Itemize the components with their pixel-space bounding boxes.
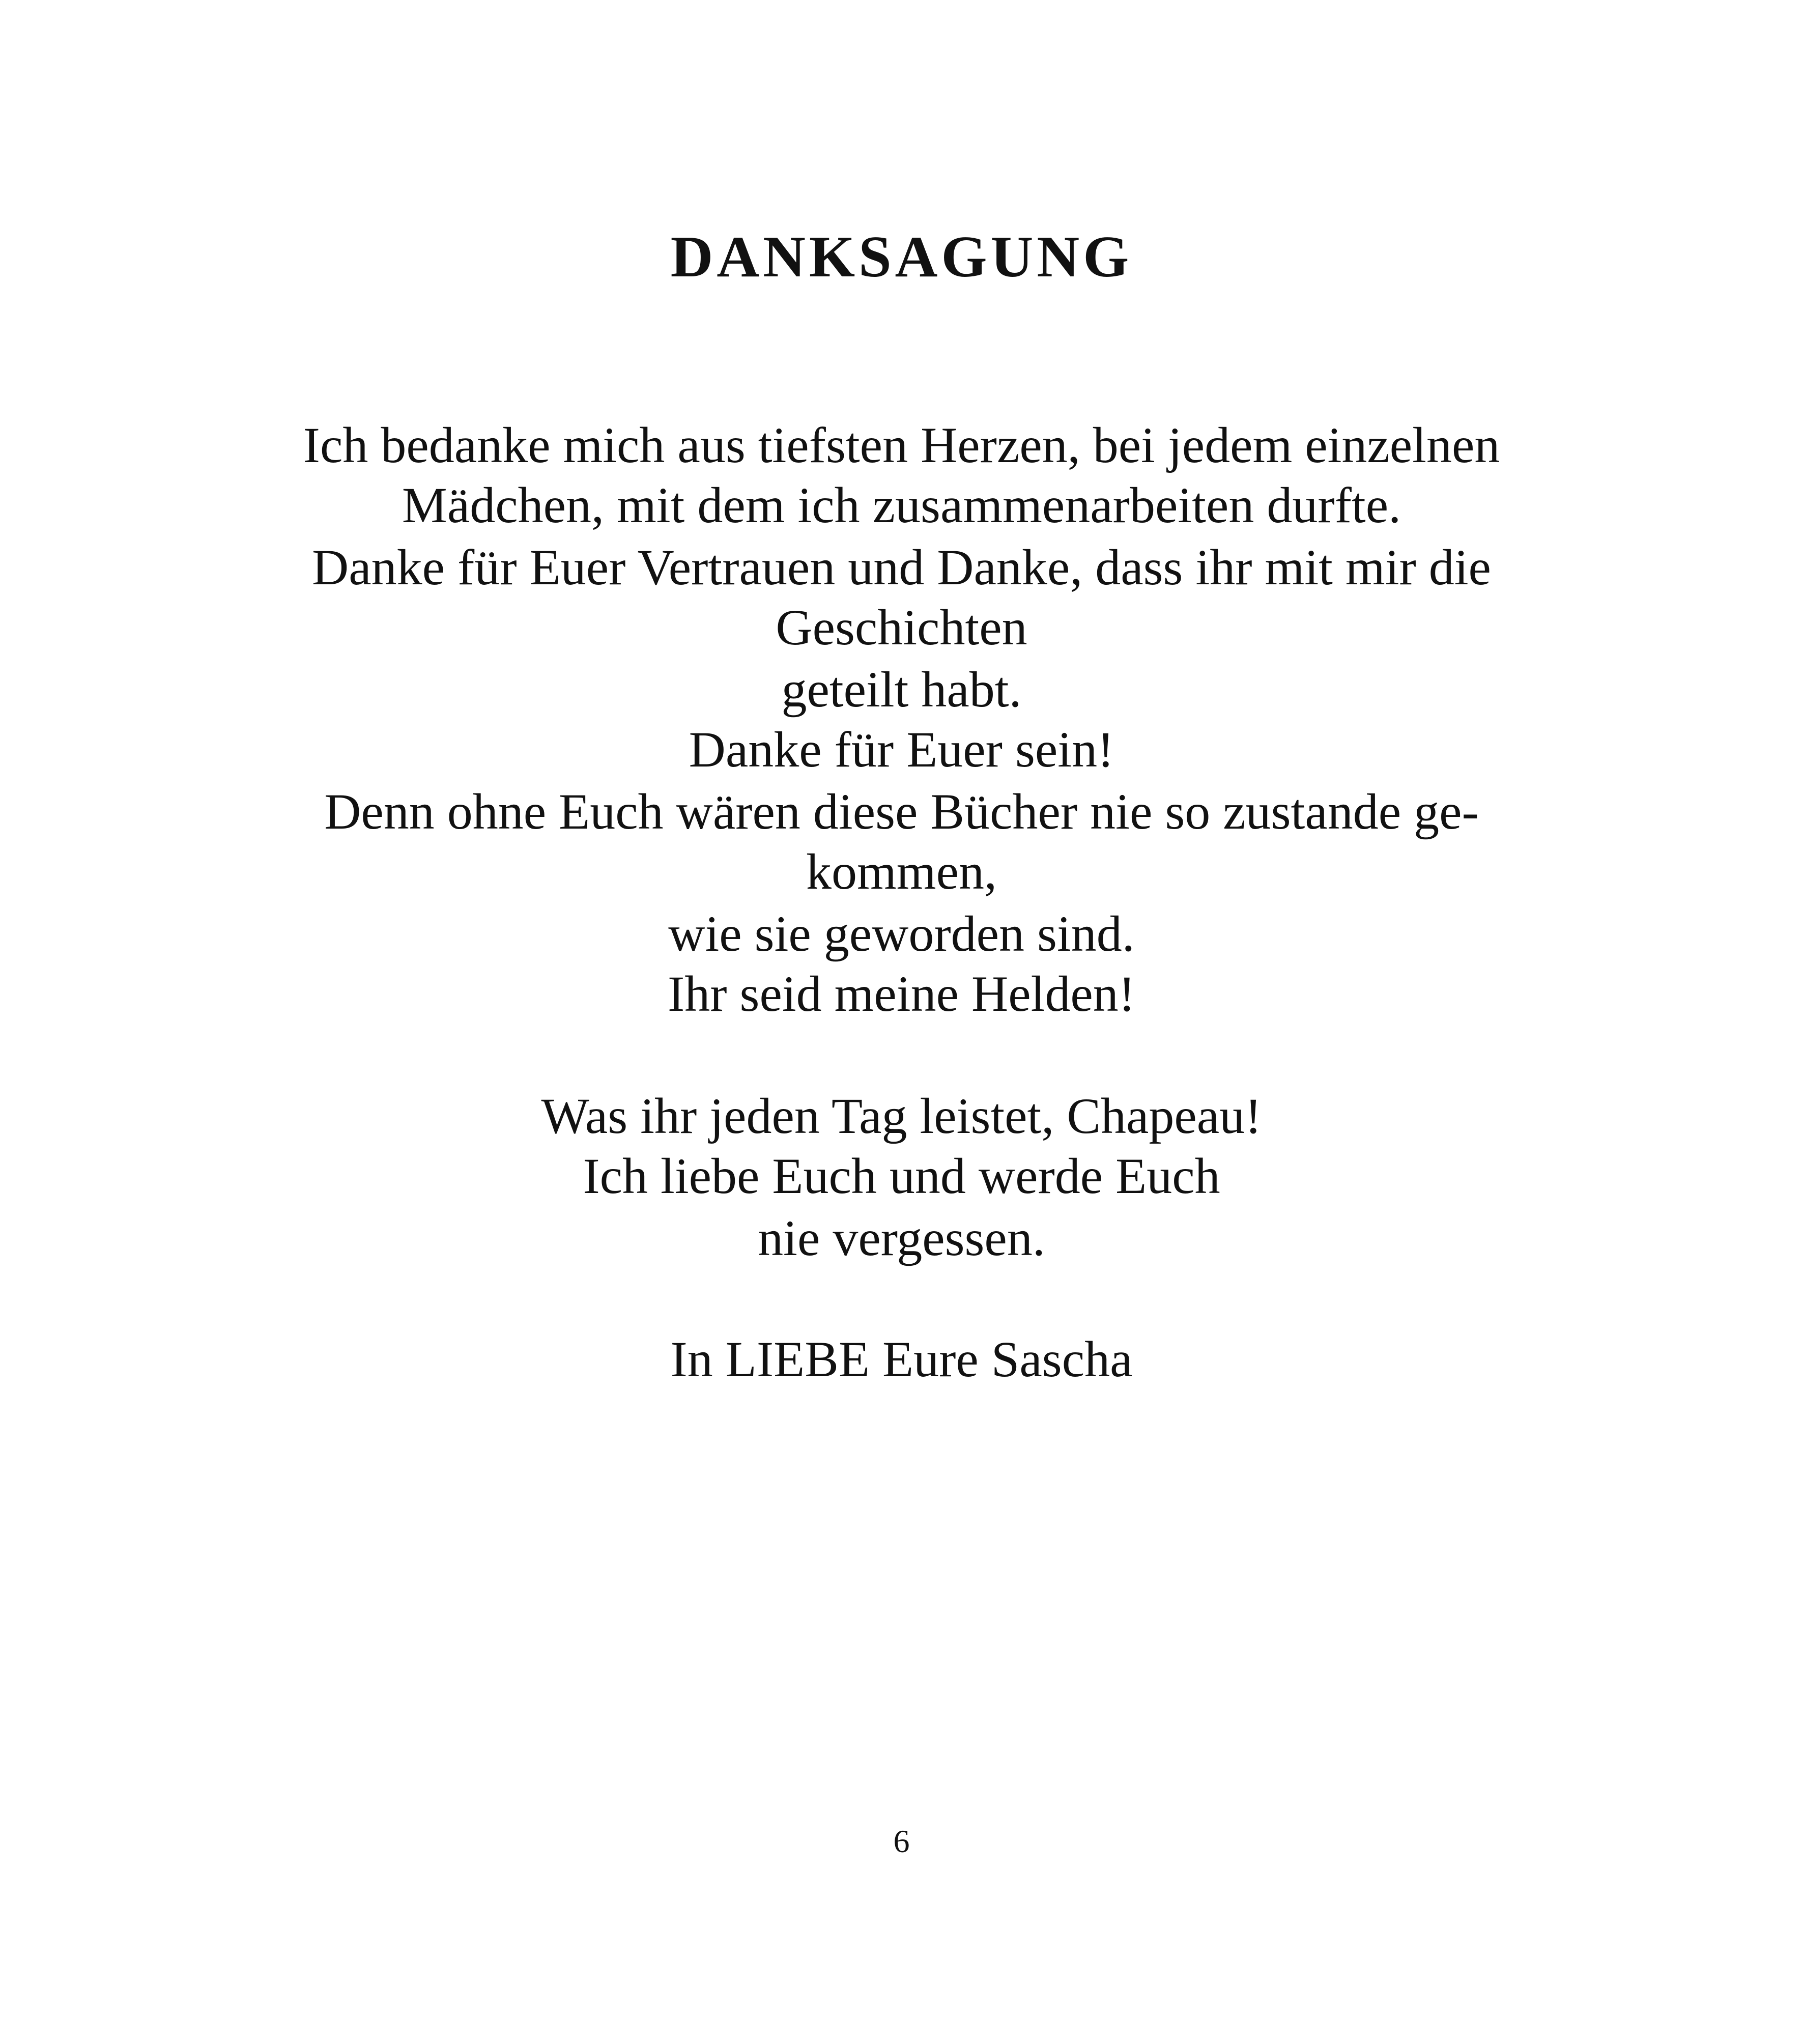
text-line-8: kommen,: [806, 843, 997, 900]
text-line-6: Danke für Euer sein!: [689, 721, 1114, 778]
text-line-10: Ihr seid meine Helden!: [667, 966, 1136, 1022]
page-title: DANKSAGUNG: [670, 224, 1133, 290]
signature-line: In LIEBE Eure Sascha: [670, 1331, 1133, 1387]
text-line-4: Geschichten: [776, 599, 1027, 656]
page-number: 6: [893, 1823, 910, 1859]
text-line-13: nie vergessen.: [758, 1210, 1045, 1266]
text-line-9: wie sie geworden sind.: [668, 905, 1135, 962]
text-line-1: Ich bedanke mich aus tiefsten Herzen, bei jedem einzelnen: [303, 417, 1500, 473]
text-line-3: Danke für Euer Vertrauen und Danke, dass ihr mit mir die: [312, 539, 1491, 595]
text-line-2: Mädchen, mit dem ich zusammenarbeiten durfte.: [402, 477, 1401, 533]
text-line-11: Was ihr jeden Tag leistet, Chapeau!: [541, 1088, 1262, 1144]
text-line-5: geteilt habt.: [781, 661, 1022, 718]
text-line-7: Denn ohne Euch wären diese Bücher nie so zustande ge-: [324, 783, 1479, 840]
text-line-12: Ich liebe Euch und werde Euch: [583, 1148, 1220, 1204]
